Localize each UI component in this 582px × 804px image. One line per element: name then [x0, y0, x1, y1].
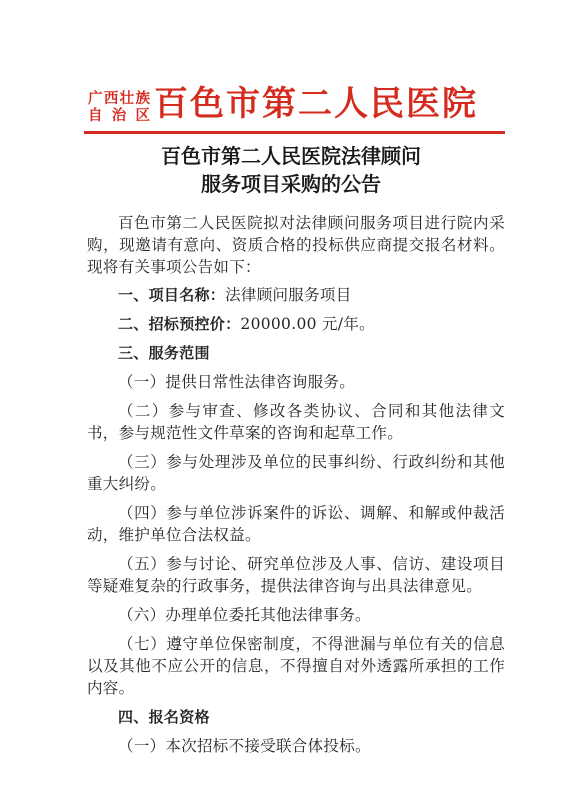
service-item-4: （四）参与单位涉诉案件的诉讼、调解、和解或仲裁活动，维护单位合法权益。	[87, 504, 505, 544]
title-line-1: 百色市第二人民医院法律顾问	[161, 144, 421, 168]
intro-paragraph: 百色市第二人民医院拟对法律顾问服务项目进行院内采购，现邀请有意向、资质合格的投标供应商提交报名材料。现将有关事项公告如下：	[87, 214, 505, 276]
service-item-7: （七）遵守单位保密制度，不得泄漏与单位有关的信息以及其他不应公开的信息，不得擅自对外透露所承担的工作内容。	[87, 635, 505, 697]
section-2-value: 20000.00 元/年。	[240, 315, 375, 333]
section-2-label: 二、招标预控价：	[118, 315, 241, 333]
hospital-name: 百色市第二人民医院	[154, 84, 478, 124]
section-4-heading: 四、报名资格	[118, 708, 210, 726]
service-item-2: （二）参与审查、修改各类协议、合同和其他法律文书，参与规范性文件草案的咨询和起草工作。	[87, 402, 505, 442]
section-project-name	[87, 284, 505, 306]
region-line-1: 广西壮族	[88, 90, 150, 107]
section-1-value: 法律顾问服务项目	[225, 286, 352, 304]
service-item-3: （三）参与处理涉及单位的民事纠纷、行政纠纷和其他重大纠纷。	[87, 453, 505, 493]
service-item-1: （一）提供日常性法律咨询服务。	[118, 373, 356, 391]
section-1-label: 一、项目名称：	[118, 286, 226, 304]
document-title	[0, 142, 582, 198]
title-line-2: 服务项目采购的公告	[201, 172, 381, 196]
region-line-2: 自 治 区	[88, 107, 150, 124]
letterhead-divider	[84, 131, 505, 134]
section-budget	[87, 313, 505, 335]
document-body	[87, 212, 505, 764]
section-3-heading: 三、服务范围	[118, 344, 210, 362]
service-item-6: （六）办理单位委托其他法律事务。	[118, 606, 371, 624]
letterhead	[88, 84, 508, 128]
qualification-item-1: （一）本次招标不接受联合体投标。	[118, 737, 371, 755]
service-item-5: （五）参与讨论、研究单位涉及人事、信访、建设项目等疑难复杂的行政事务，提供法律咨询与出具法律意见。	[87, 555, 505, 595]
region-label	[88, 90, 150, 124]
